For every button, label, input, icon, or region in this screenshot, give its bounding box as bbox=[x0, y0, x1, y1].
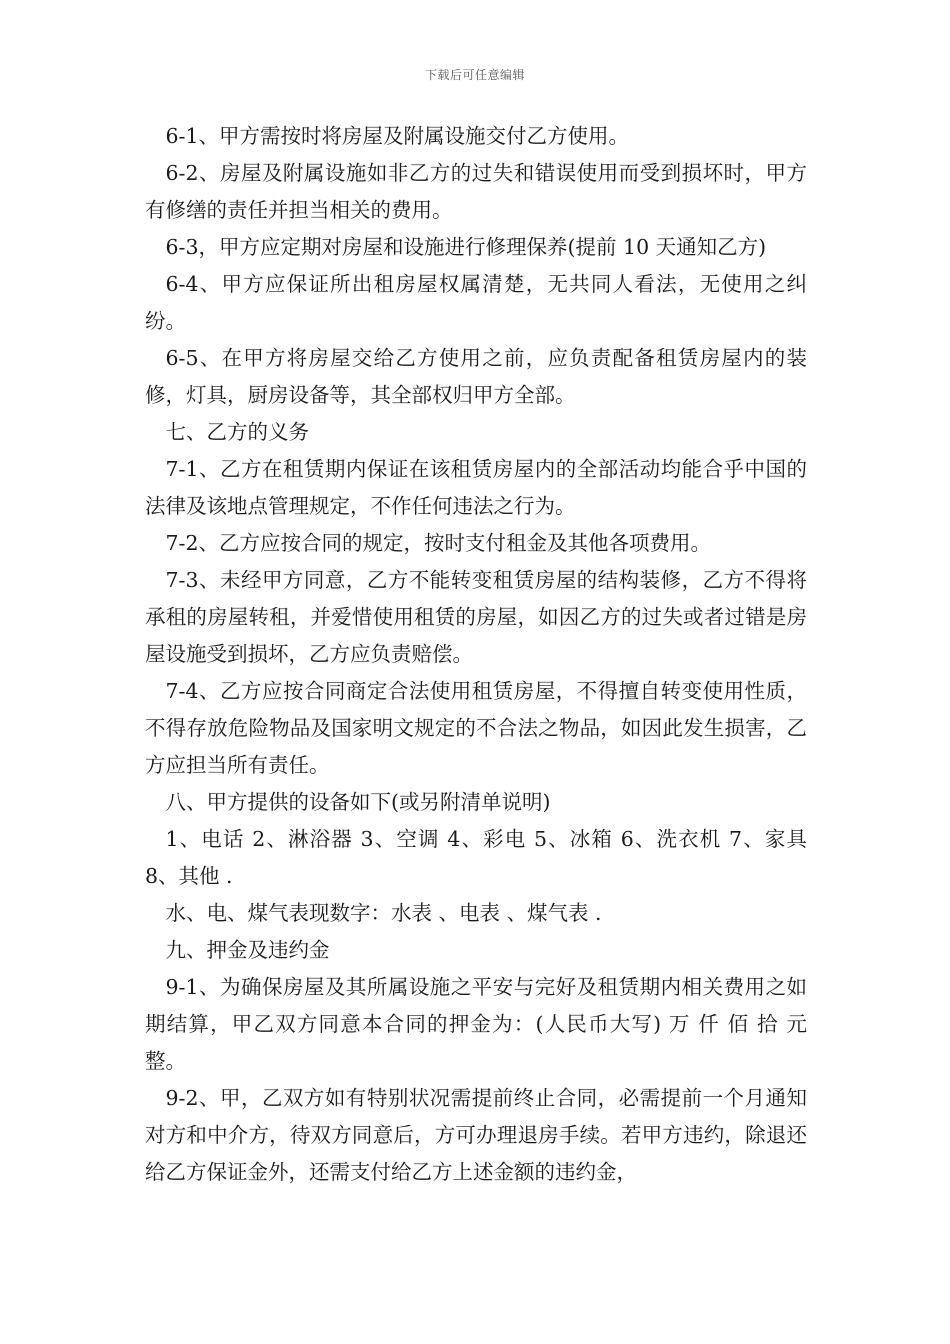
clause-7-1: 7-1、乙方在租赁期内保证在该租赁房屋内的全部活动均能合乎中国的法律及该地点管理规定，不作任何违法之行为。 bbox=[145, 457, 807, 518]
page-header: 下载后可任意编辑 bbox=[424, 68, 525, 82]
document-body bbox=[145, 118, 807, 1191]
clause-6-3: 6-3，甲方应定期对房屋和设施进行修理保养(提前 10 天通知乙方) bbox=[165, 235, 767, 259]
section-heading-7: 七、乙方的义务 bbox=[165, 420, 309, 444]
clause-6-5: 6-5、在甲方将房屋交给乙方使用之前，应负责配备租赁房屋内的装修，灯具，厨房设备等，其全部权归甲方全部。 bbox=[145, 346, 807, 407]
section-heading-9: 九、押金及违约金 bbox=[165, 938, 330, 962]
clause-6-2: 6-2、房屋及附属设施如非乙方的过失和错误使用而受到损坏时，甲方有修缮的责任并担当相关的费用。 bbox=[145, 161, 807, 222]
clause-7-4: 7-4、乙方应按合同商定合法使用租赁房屋，不得擅自转变使用性质，不得存放危险物品及国家明文规定的不合法之物品，如因此发生损害，乙方应担当所有责任。 bbox=[145, 679, 807, 777]
equipment-list: 1、电话 2、淋浴器 3、空调 4、彩电 5、冰箱 6、洗衣机 7、家具 8、其他 . bbox=[145, 827, 807, 888]
meter-readings: 水、电、煤气表现数字：水表 、电表 、煤气表 . bbox=[165, 901, 602, 925]
section-heading-8: 八、甲方提供的设备如下(或另附清单说明) bbox=[165, 790, 551, 814]
clause-9-2: 9-2、甲，乙双方如有特别状况需提前终止合同，必需提前一个月通知对方和中介方，待双方同意后，方可办理退房手续。若甲方违约，除退还给乙方保证金外，还需支付给乙方上述金额的违约金， bbox=[145, 1086, 807, 1184]
clause-6-4: 6-4、甲方应保证所出租房屋权属清楚，无共同人看法，无使用之纠纷。 bbox=[145, 272, 807, 333]
clause-7-3: 7-3、未经甲方同意，乙方不能转变租赁房屋的结构装修，乙方不得将承租的房屋转租，并爱惜使用租赁的房屋，如因乙方的过失或者过错是房屋设施受到损坏，乙方应负责赔偿。 bbox=[145, 568, 807, 666]
clause-6-1: 6-1、甲方需按时将房屋及附属设施交付乙方使用。 bbox=[165, 124, 630, 148]
clause-9-1: 9-1、为确保房屋及其所属设施之平安与完好及租赁期内相关费用之如期结算，甲乙双方同意本合同的押金为：(人民币大写) 万 仟 佰 拾 元整。 bbox=[145, 975, 807, 1073]
clause-7-2: 7-2、乙方应按合同的规定，按时支付租金及其他各项费用。 bbox=[165, 531, 712, 555]
